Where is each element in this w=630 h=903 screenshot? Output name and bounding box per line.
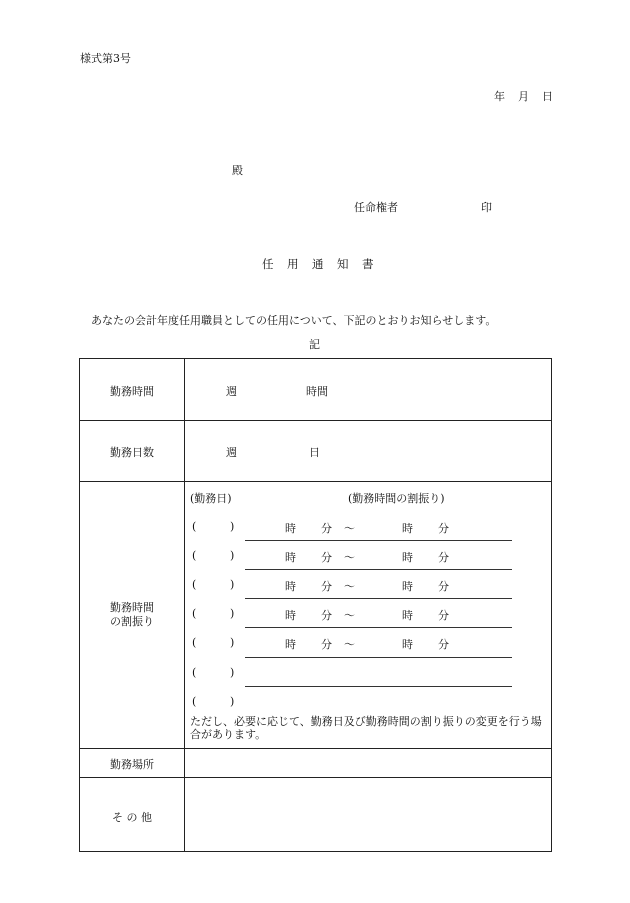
hour-label: 時 — [402, 580, 413, 593]
minute-label: 分 — [438, 522, 449, 535]
paren-close: ) — [230, 666, 235, 679]
paren-open: ( — [192, 520, 197, 533]
schedule-label-line2: の割振り — [110, 615, 154, 628]
date-year-label: 年 — [494, 90, 505, 103]
paren-close: ) — [230, 695, 235, 708]
tilde: ～ — [344, 522, 355, 535]
hour-label: 時 — [402, 609, 413, 622]
paren-open: ( — [192, 578, 197, 591]
intro-text: あなたの会計年度任用職員としての任用について、下記のとおりお知らせします。 — [91, 314, 497, 327]
table-row-divider — [80, 748, 551, 749]
work-days-label: 勤務日数 — [110, 446, 154, 459]
tilde: ～ — [344, 580, 355, 593]
minute-label: 分 — [438, 638, 449, 651]
paren-close: ) — [230, 549, 235, 562]
tilde: ～ — [344, 609, 355, 622]
appointment-table — [79, 358, 552, 852]
minute-label: 分 — [321, 551, 332, 564]
minute-label: 分 — [321, 580, 332, 593]
paren-open: ( — [192, 607, 197, 620]
date-month-label: 月 — [518, 90, 529, 103]
date-day-label: 日 — [542, 90, 553, 103]
paren-close: ) — [230, 607, 235, 620]
work-hours-unit: 時間 — [306, 385, 328, 398]
minute-label: 分 — [438, 580, 449, 593]
schedule-day-header: (勤務日) — [190, 492, 232, 505]
minute-label: 分 — [321, 638, 332, 651]
hour-label: 時 — [285, 580, 296, 593]
work-days-week: 週 — [226, 446, 237, 459]
title-char: 知 — [337, 257, 349, 271]
tilde: ～ — [344, 638, 355, 651]
schedule-label-line1: 勤務時間 — [110, 601, 154, 614]
ki-heading: 記 — [309, 338, 320, 351]
minute-label: 分 — [438, 551, 449, 564]
schedule-underline — [245, 657, 512, 658]
hour-label: 時 — [402, 522, 413, 535]
table-row-divider — [80, 777, 551, 778]
schedule-underline — [245, 540, 512, 541]
paren-open: ( — [192, 666, 197, 679]
hour-label: 時 — [285, 522, 296, 535]
work-hours-week: 週 — [226, 385, 237, 398]
title-char: 通 — [312, 257, 324, 271]
hour-label: 時 — [402, 551, 413, 564]
title-char: 用 — [287, 257, 299, 271]
schedule-underline — [245, 627, 512, 628]
work-hours-label: 勤務時間 — [110, 385, 154, 398]
paren-close: ) — [230, 520, 235, 533]
table-row-divider — [80, 420, 551, 421]
schedule-underline — [245, 598, 512, 599]
minute-label: 分 — [438, 609, 449, 622]
schedule-note: ただし、必要に応じて、勤務日及び勤務時間の割り振りの変更を行う場合があります。 — [190, 715, 542, 741]
minute-label: 分 — [321, 522, 332, 535]
work-days-unit: 日 — [309, 446, 320, 459]
hour-label: 時 — [285, 551, 296, 564]
hour-label: 時 — [285, 638, 296, 651]
paren-open: ( — [192, 549, 197, 562]
form-number: 様式第3号 — [80, 52, 131, 65]
hour-label: 時 — [402, 638, 413, 651]
hour-label: 時 — [285, 609, 296, 622]
minute-label: 分 — [321, 609, 332, 622]
table-row-divider — [80, 481, 551, 482]
paren-close: ) — [230, 578, 235, 591]
paren-open: ( — [192, 636, 197, 649]
schedule-time-header: (勤務時間の割振り) — [348, 492, 445, 505]
other-label: そ の 他 — [112, 811, 152, 824]
title-char: 任 — [262, 257, 274, 271]
title-char: 書 — [362, 257, 374, 271]
work-place-label: 勤務場所 — [110, 758, 154, 771]
paren-open: ( — [192, 695, 197, 708]
addressee-suffix: 殿 — [232, 164, 243, 177]
schedule-underline — [245, 569, 512, 570]
seal-label: 印 — [481, 201, 492, 214]
appointer-label: 任命権者 — [354, 201, 398, 214]
tilde: ～ — [344, 551, 355, 564]
paren-close: ) — [230, 636, 235, 649]
schedule-label — [80, 601, 184, 629]
schedule-underline — [245, 686, 512, 687]
